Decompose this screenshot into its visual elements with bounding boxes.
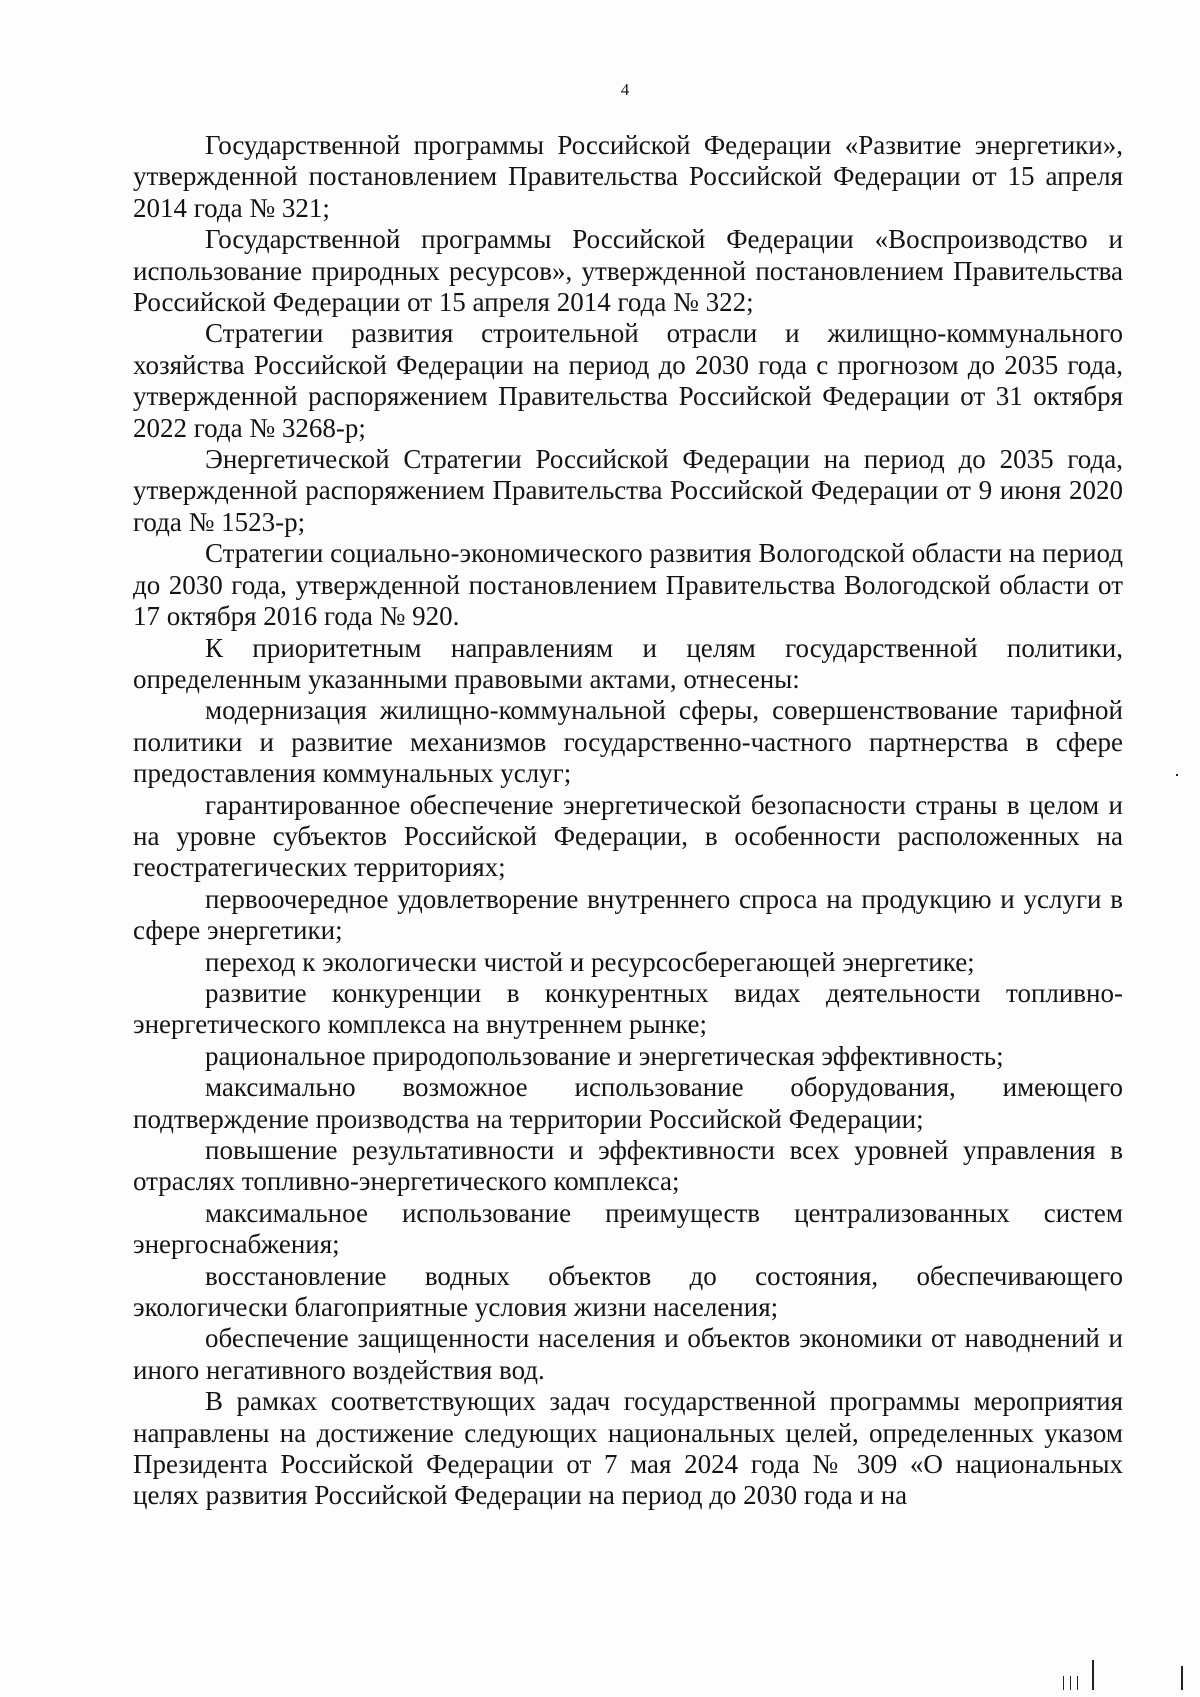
paragraph-state-program-energy: Государственной программы Российской Федерации «Развитие энергетики», утвержденной постановлением Правительства Российской Федерации от 15 апреля 2014 года № 321; xyxy=(133,130,1123,223)
list-item-competition: развитие конкуренции в конкурентных видах деятельности топливно-энергетического комплекса на внутреннем рынке; xyxy=(133,977,1123,1040)
scan-artifact xyxy=(1063,1676,1064,1690)
list-item-centralized-supply: максимальное использование преимуществ централизованных систем энергоснабжения; xyxy=(133,1197,1123,1260)
paragraph-national-goals: В рамках соответствующих задач государственной программы мероприятия направлены на достижение следующих национальных целей, определенных указом Президента Российской Федерации от 7 мая 2024 года № 309 «О национальных целях развития Российской Федерации на период до 2030 года и на xyxy=(133,1386,1123,1511)
scan-artifact xyxy=(1070,1676,1071,1690)
list-item-flood-protection: обеспечение защищенности населения и объектов экономики от наводнений и иного негативного воздействия вод. xyxy=(133,1323,1123,1385)
paragraph-state-program-natural-resources: Государственной программы Российской Федерации «Воспроизводство и использование природных ресурсов», утвержденной постановлением Правительства Российской Федерации от 15 апреля 2014 года № 322; xyxy=(133,224,1123,318)
page-number: 4 xyxy=(620,80,630,99)
paragraph-vologda-strategy: Стратегии социально-экономического развития Вологодской области на период до 2030 года, утвержденной постановлением Правительства Вологодской области от 17 октября 2016 года № 920. xyxy=(133,538,1123,632)
scan-artifact xyxy=(1176,774,1178,776)
list-item-domestic-demand: первоочередное удовлетворение внутреннего спроса на продукцию и услуги в сфере энергетики; xyxy=(133,883,1123,946)
list-item-clean-energy: переход к экологически чистой и ресурсосберегающей энергетике; xyxy=(205,946,975,977)
scan-artifact xyxy=(1092,1660,1094,1690)
paragraph-priorities-intro: К приоритетным направлениям и целям государственной политики, определенным указанными правовыми актами, отнесены: xyxy=(133,632,1123,694)
scan-artifact xyxy=(1181,1666,1183,1690)
list-item-management-efficiency: повышение результативности и эффективности всех уровней управления в отраслях топливно-энергетического комплекса; xyxy=(133,1135,1123,1197)
list-item-water-restoration: восстановление водных объектов до состояния, обеспечивающего экологически благоприятные условия жизни населения; xyxy=(133,1260,1123,1323)
list-item-housing-modernization: модернизация жилищно-коммунальной сферы, совершенствование тарифной политики и развитие механизмов государственно-частного партнерства в сфере предоставления коммунальных услуг; xyxy=(133,695,1123,789)
list-item-domestic-equipment: максимально возможное использование оборудования, имеющего подтверждение производства на территории Российской Федерации; xyxy=(133,1072,1123,1134)
list-item-rational-nature-use: рациональное природопользование и энергетическая эффективность; xyxy=(205,1040,1004,1071)
paragraph-energy-strategy: Энергетической Стратегии Российской Федерации на период до 2035 года, утвержденной распоряжением Правительства Российской Федерации от 9 июня 2020 года № 1523-р; xyxy=(133,444,1123,537)
paragraph-construction-strategy: Стратегии развития строительной отрасли и жилищно-коммунального хозяйства Российской Федерации на период до 2030 года с прогнозом до 2035 года, утвержденной распоряжением Правительства Российской Федерации от 31 октября 2022 года № 3268-р; xyxy=(133,318,1123,443)
document-body xyxy=(133,130,1123,1512)
scan-artifact xyxy=(1077,1676,1078,1690)
list-item-energy-security: гарантированное обеспечение энергетической безопасности страны в целом и на уровне субъектов Российской Федерации, в особенности расположенных на геостратегических территориях; xyxy=(133,789,1123,883)
